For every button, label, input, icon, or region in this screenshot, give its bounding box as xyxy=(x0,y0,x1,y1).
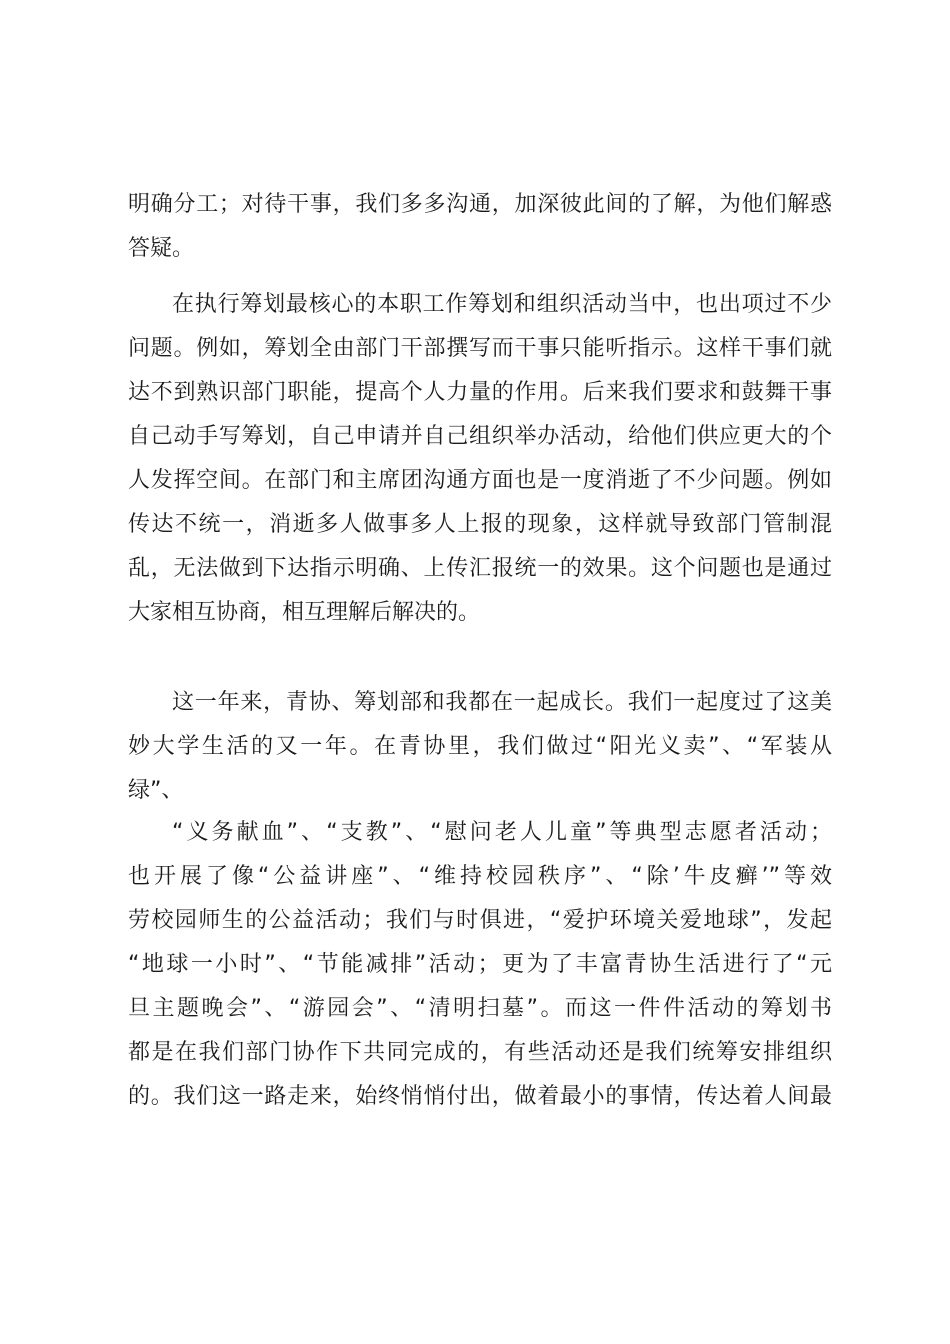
text-line: 在执行筹划最核心的本职工作筹划和组织活动当中，也出项过不少 xyxy=(172,292,832,317)
text-line: 这一年来，青协、筹划部和我都在一起成长。我们一起度过了这美 xyxy=(172,690,832,715)
text-line: 人发挥空间。在部门和主席团沟通方面也是一度消逝了不少问题。例如 xyxy=(128,468,832,493)
text-line: “义务献血”、“支教”、“慰问老人儿童”等典型志愿者活动； xyxy=(172,820,832,845)
text-line: 问题。例如，筹划全由部门干部撰写而干事只能听指示。这样干事们就 xyxy=(128,336,832,361)
paragraph-3 xyxy=(128,681,832,813)
paragraph-1 xyxy=(128,183,832,271)
text-line: 妙大学生活的又一年。在青协里，我们做过“阳光义卖”、“军装从 xyxy=(128,734,832,759)
text-line: 自己动手写筹划，自己申请并自己组织举办活动，给他们供应更大的个 xyxy=(128,424,832,449)
text-line: 明确分工；对待干事，我们多多沟通，加深彼此间的了解，为他们解惑 xyxy=(128,192,832,217)
text-line: “地球一小时”、“节能减排”活动；更为了丰富青协生活进行了“元 xyxy=(128,952,832,977)
text-line: 也开展了像“公益讲座”、“维持校园秩序”、“除’牛皮癣’”等效 xyxy=(128,864,832,889)
text-line: 答疑。 xyxy=(128,236,195,261)
text-line: 达不到熟识部门职能，提高个人力量的作用。后来我们要求和鼓舞干事 xyxy=(128,380,832,405)
text-line: 传达不统一，消逝多人做事多人上报的现象，这样就导致部门管制混 xyxy=(128,512,832,537)
text-line: 绿”、 xyxy=(128,778,184,803)
paragraph-2 xyxy=(128,283,832,635)
text-line: 大家相互协商，相互理解后解决的。 xyxy=(128,600,481,625)
text-line: 都是在我们部门协作下共同完成的，有些活动还是我们统筹安排组织 xyxy=(128,1040,832,1065)
text-line: 乱，无法做到下达指示明确、上传汇报统一的效果。这个问题也是通过 xyxy=(128,556,832,581)
text-line: 的。我们这一路走来，始终悄悄付出，做着最小的事情，传达着人间最 xyxy=(128,1084,832,1109)
text-line: 劳校园师生的公益活动；我们与时俱进，“爱护环境关爱地球”，发起 xyxy=(128,908,832,933)
text-line: 旦主题晚会”、“游园会”、“清明扫墓”。而这一件件活动的筹划书 xyxy=(128,996,832,1021)
paragraph-4 xyxy=(128,811,832,1119)
